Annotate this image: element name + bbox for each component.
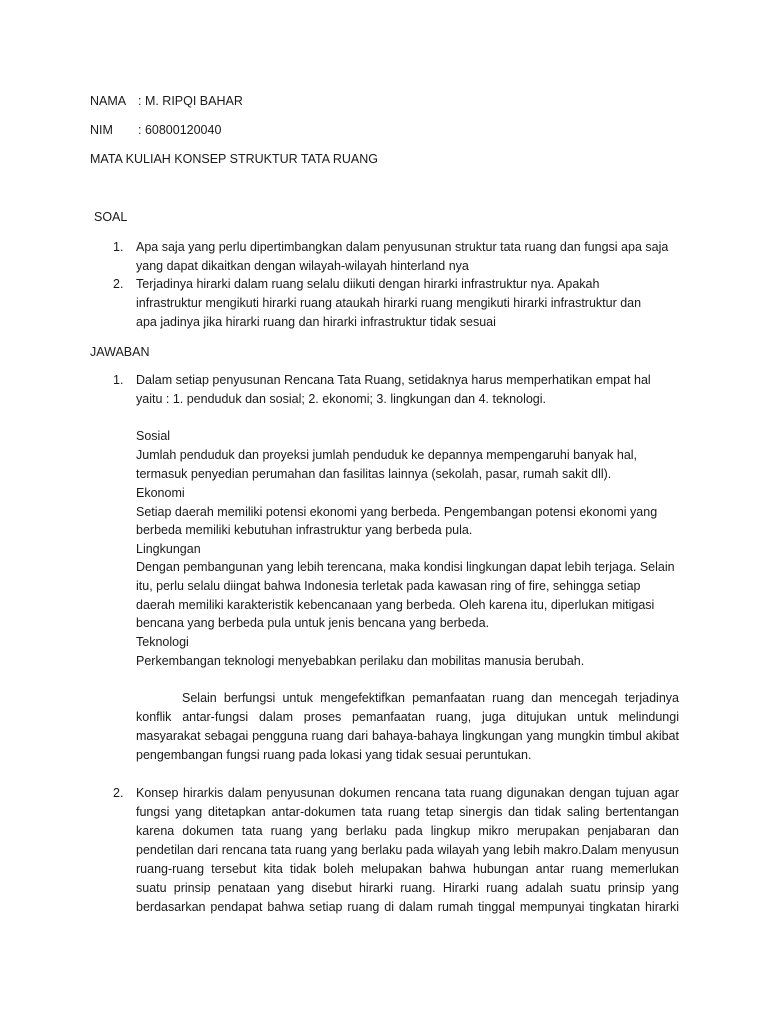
item2-line: Konsep hirarkis dalam penyusunan dokumen rencana tata ruang digunakan dengan tujuan agar bbox=[136, 786, 679, 800]
item2-line: berdasarkan pendapat bahwa setiap ruang di dalam rumah tinggal mempunyai tingkatan hirarki bbox=[136, 900, 679, 914]
soal-item-line: Terjadinya hirarki dalam ruang selalu diikuti dengan hirarki infrastruktur nya. Apakah bbox=[136, 277, 600, 291]
soal-item-line: Apa saja yang perlu dipertimbangkan dalam penyusunan struktur tata ruang dan fungsi apa saja bbox=[136, 240, 669, 254]
section-line: bencana yang berbeda pula untuk jenis bencana yang berbeda. bbox=[136, 616, 490, 630]
jawaban-item-number: 2. bbox=[113, 786, 124, 800]
nama-row bbox=[90, 94, 243, 108]
soal-item-number: 1. bbox=[113, 240, 124, 254]
section-line: Perkembangan teknologi menyebabkan perilaku dan mobilitas manusia berubah. bbox=[136, 654, 585, 668]
section-line: Setiap daerah memiliki potensi ekonomi yang berbeda. Pengembangan potensi ekonomi yang bbox=[136, 505, 658, 519]
jawaban-item-number: 1. bbox=[113, 373, 124, 387]
jawaban-heading: JAWABAN bbox=[90, 345, 150, 359]
item2-line: pendetilan dari rencana tata ruang yang berlaku pada wilayah yang lebih makro.Dalam menyusun bbox=[136, 843, 679, 857]
soal-item-line: yang dapat dikaitkan dengan wilayah-wilayah hinterland nya bbox=[136, 259, 469, 273]
section-title-sosial: Sosial bbox=[136, 429, 171, 443]
nama-label: NAMA bbox=[90, 94, 127, 108]
nama-value: : M. RIPQI BAHAR bbox=[138, 94, 243, 108]
soal-item-line: infrastruktur mengikuti hirarki ruang ataukah hirarki ruang mengikuti hirarki infrastruktur dan bbox=[136, 296, 642, 310]
section-line: berbeda memiliki kebutuhan infrastruktur yang berbeda pula. bbox=[136, 523, 473, 537]
section-title-lingkungan: Lingkungan bbox=[136, 542, 201, 556]
item2-line: ruang-ruang tersebut kita tidak boleh melupakan bahwa hubungan antar ruang memerlukan bbox=[136, 862, 679, 876]
section-line: Jumlah penduduk dan proyeksi jumlah penduduk ke depannya mempengaruhi banyak hal, bbox=[136, 448, 638, 462]
section-line: daerah memiliki karakteristik kebencanaan yang berbeda. Oleh karena itu, diperlukan mitigasi bbox=[136, 598, 655, 612]
nim-value: : 60800120040 bbox=[138, 123, 222, 137]
item2-line: suatu prinsip penataan yang disebut hirarki ruang. Hirarki ruang adalah suatu prinsip yang bbox=[136, 881, 679, 895]
nim-label: NIM bbox=[90, 123, 113, 137]
soal-heading: SOAL bbox=[94, 210, 128, 224]
jawaban-intro-line: Dalam setiap penyusunan Rencana Tata Ruang, setidaknya harus memperhatikan empat hal bbox=[136, 373, 651, 387]
section-line: termasuk penyedian perumahan dan fasilitas lainnya (sekolah, pasar, rumah sakit dll). bbox=[136, 467, 612, 481]
course-title: MATA KULIAH KONSEP STRUKTUR TATA RUANG bbox=[90, 152, 379, 166]
closing-line: masyarakat sebagai pengguna ruang dari bahaya-bahaya lingkungan yang mungkin timbul akibat bbox=[136, 729, 679, 743]
section-line: itu, perlu selalu diingat bahwa Indonesia terletak pada kawasan ring of fire, sehingga setiap bbox=[136, 579, 641, 593]
section-line: Dengan pembangunan yang lebih terencana, maka kondisi lingkungan dapat lebih terjaga. Selain bbox=[136, 560, 675, 574]
soal-item-line: apa jadinya jika hirarki ruang dan hirarki infrastruktur tidak sesuai bbox=[136, 315, 496, 329]
closing-line: konflik antar-fungsi dalam proses pemanfaatan ruang, juga ditujukan untuk melindungi bbox=[136, 710, 679, 724]
closing-line: pengembangan fungsi ruang pada lokasi yang tidak sesuai peruntukan. bbox=[136, 748, 532, 762]
section-title-teknologi: Teknologi bbox=[136, 635, 189, 649]
item2-line: fungsi yang ditetapkan antar-dokumen tata ruang tetap sinergis dan tidak saling bertentangan bbox=[136, 805, 679, 819]
jawaban-intro-line: yaitu : 1. penduduk dan sosial; 2. ekonomi; 3. lingkungan dan 4. teknologi. bbox=[136, 392, 547, 406]
closing-line: Selain berfungsi untuk mengefektifkan pemanfaatan ruang dan mencegah terjadinya bbox=[182, 691, 679, 705]
item2-line: karena dokumen tata ruang yang berlaku pada lingkup mikro merupakan penjabaran dan bbox=[136, 824, 679, 838]
nim-row bbox=[90, 123, 221, 137]
section-title-ekonomi: Ekonomi bbox=[136, 486, 185, 500]
soal-item-number: 2. bbox=[113, 277, 124, 291]
